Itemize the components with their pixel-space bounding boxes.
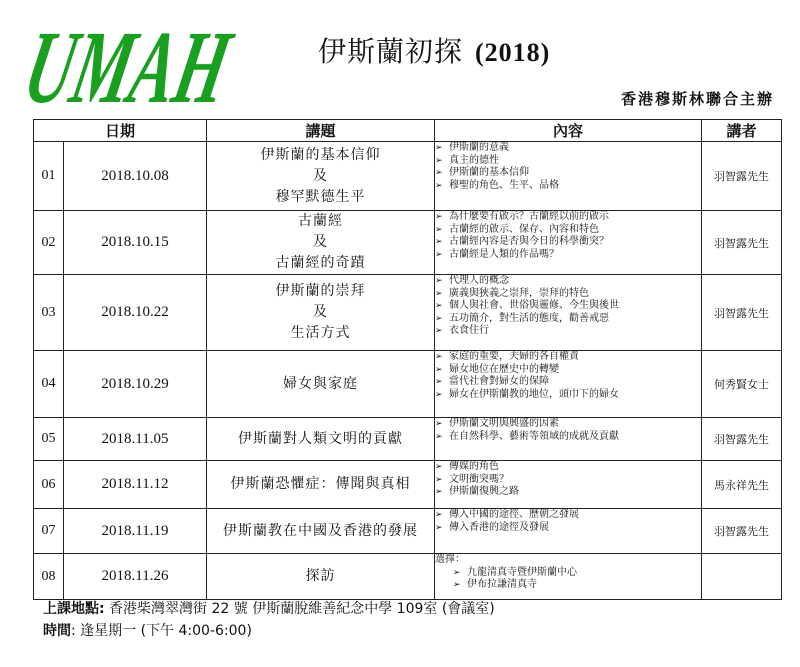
list-item <box>435 567 701 580</box>
list-item <box>435 249 701 262</box>
list-item <box>435 167 701 180</box>
row-number: 06 <box>34 461 64 509</box>
row-topic <box>207 461 435 509</box>
content-text: 古蘭經內容是否與今日的科學衝突？ <box>449 236 610 248</box>
content-list <box>435 509 701 534</box>
row-speaker <box>702 554 782 600</box>
content-text: 伊斯蘭文明與興盛的因素 <box>449 418 560 429</box>
time-line <box>43 620 252 640</box>
content-text: 伊斯蘭的意義 <box>449 142 510 153</box>
arrow-bullet-icon: ➢ <box>453 567 461 578</box>
row-speaker: 何秀賢女士 <box>702 351 782 418</box>
row-content <box>435 461 702 509</box>
logo-text: UMAH <box>15 9 358 125</box>
row-content <box>435 554 702 600</box>
content-text: 在自然科學、藝術等領域的成就及貢獻 <box>449 430 620 442</box>
arrow-bullet-icon: ➢ <box>435 224 443 235</box>
header-row <box>34 120 782 142</box>
arrow-bullet-icon: ➢ <box>435 288 443 299</box>
arrow-bullet-icon: ➢ <box>435 474 443 485</box>
content-text: 伊斯蘭的基本信仰 <box>449 167 530 179</box>
header-date: 日期 <box>34 120 207 142</box>
arrow-bullet-icon: ➢ <box>435 510 443 520</box>
topic-line: 伊斯蘭的基本信仰 <box>260 146 381 163</box>
row-date: 2018.11.26 <box>64 554 207 600</box>
table-row <box>34 351 782 418</box>
list-item <box>435 325 701 338</box>
content-text: 婦女地位在歷史中的轉變 <box>449 363 560 375</box>
row-number: 03 <box>34 275 64 351</box>
topic-line: 伊斯蘭教在中國及香港的發展 <box>223 522 419 539</box>
row-content <box>435 211 702 275</box>
row-topic <box>207 351 435 418</box>
row-date: 2018.10.15 <box>64 211 207 275</box>
content-list <box>435 418 701 443</box>
row-content <box>435 509 702 554</box>
content-text: 穆聖的角色、生平、品格 <box>449 179 560 191</box>
list-item <box>435 155 701 168</box>
location-line <box>43 598 495 618</box>
arrow-bullet-icon: ➢ <box>435 326 443 337</box>
arrow-bullet-icon: ➢ <box>435 237 443 248</box>
list-item <box>435 300 701 313</box>
arrow-bullet-icon: ➢ <box>435 364 443 375</box>
topic-line: 古蘭經 <box>298 213 344 229</box>
row-date: 2018.10.22 <box>64 275 207 351</box>
row-topic <box>207 418 435 461</box>
table-row <box>34 142 782 211</box>
row-topic <box>207 142 435 211</box>
row-topic <box>207 275 435 351</box>
arrow-bullet-icon: ➢ <box>435 180 443 191</box>
arrow-bullet-icon: ➢ <box>435 249 443 260</box>
topic-line: 婦女與家庭 <box>283 375 359 392</box>
list-item <box>435 389 701 402</box>
row-number: 04 <box>34 351 64 418</box>
list-item <box>435 364 701 377</box>
content-text: 衣食住行 <box>449 325 490 337</box>
row-speaker: 羽智露先生 <box>702 418 782 461</box>
topic-line: 古蘭經的奇蹟 <box>275 255 366 271</box>
list-item <box>435 509 701 522</box>
arrow-bullet-icon: ➢ <box>435 487 443 498</box>
row-content <box>435 275 702 351</box>
title-main: 伊斯蘭初探 <box>318 35 464 68</box>
content-text: 個人與社會、世俗與靈修、今生與後世 <box>449 300 620 312</box>
row-number: 02 <box>34 211 64 275</box>
arrow-bullet-icon: ➢ <box>435 377 443 388</box>
list-item <box>435 522 701 535</box>
topic-line: 及 <box>313 234 329 250</box>
content-text: 當代社會對婦女的保障 <box>449 376 550 388</box>
content-list <box>435 211 701 261</box>
arrow-bullet-icon: ➢ <box>435 143 443 153</box>
row-date: 2018.10.29 <box>64 351 207 418</box>
table-row <box>34 275 782 351</box>
content-list <box>435 142 701 192</box>
organizer: 香港穆斯林聯合主辦 <box>620 90 774 108</box>
row-topic <box>207 509 435 554</box>
row-date: 2018.10.08 <box>64 142 207 211</box>
list-item <box>435 142 701 155</box>
row-date: 2018.11.05 <box>64 418 207 461</box>
content-text: 九龍清真寺暨伊斯蘭中心 <box>467 566 578 578</box>
arrow-bullet-icon: ➢ <box>435 212 443 222</box>
list-item <box>435 224 701 237</box>
list-item <box>435 418 701 431</box>
content-list <box>435 351 701 401</box>
arrow-bullet-icon: ➢ <box>435 301 443 312</box>
row-content <box>435 418 702 461</box>
content-text: 古蘭經是人類的作品嗎？ <box>449 248 560 260</box>
content-text: 真主的德性 <box>449 154 500 166</box>
content-text: 婦女在伊斯蘭教的地位，頭巾下的婦女 <box>449 388 620 400</box>
content-text: 伊斯蘭復興之路 <box>449 486 520 498</box>
row-number: 07 <box>34 509 64 554</box>
content-text: 代理人的概念 <box>449 275 510 286</box>
arrow-bullet-icon: ➢ <box>435 431 443 442</box>
list-item <box>435 376 701 389</box>
topic-line: 伊斯蘭的崇拜 <box>275 283 366 299</box>
topic-line: 伊斯蘭對人類文明的貢獻 <box>238 430 404 447</box>
arrow-bullet-icon: ➢ <box>453 580 461 591</box>
content-text: 伊布拉謙清真寺 <box>467 579 538 591</box>
content-text: 傳入香港的途徑及發展 <box>449 521 550 533</box>
arrow-bullet-icon: ➢ <box>435 168 443 179</box>
list-item <box>435 180 701 193</box>
row-number: 01 <box>34 142 64 211</box>
arrow-bullet-icon: ➢ <box>435 419 443 429</box>
row-speaker: 羽智露先生 <box>702 509 782 554</box>
row-topic <box>207 211 435 275</box>
row-number: 08 <box>34 554 64 600</box>
time-label: 時間 <box>43 623 71 639</box>
list-item <box>435 579 701 592</box>
location-value: 香港柴灣翠灣街 22 號 伊斯蘭脫維善紀念中學 109室 (會議室) <box>104 601 495 617</box>
content-text: 家庭的重要，夫婦的各自權責 <box>449 351 580 362</box>
list-item <box>435 288 701 301</box>
content-text: 文明衝突嗎？ <box>449 473 510 485</box>
row-speaker: 馬永祥先生 <box>702 461 782 509</box>
table-row <box>34 211 782 275</box>
row-speaker: 羽智露先生 <box>702 142 782 211</box>
content-text: 為什麼要有啟示？古蘭經以前的啟示 <box>449 211 610 222</box>
topic-line: 及 <box>313 167 329 184</box>
topic-line: 探訪 <box>305 568 336 584</box>
arrow-bullet-icon: ➢ <box>435 352 443 362</box>
table-row <box>34 509 782 554</box>
arrow-bullet-icon: ➢ <box>435 389 443 400</box>
row-number: 05 <box>34 418 64 461</box>
topic-line: 穆罕默德生平 <box>275 188 366 205</box>
content-text: 傳媒的角色 <box>449 461 500 472</box>
list-item <box>435 313 701 326</box>
list-item <box>435 461 701 474</box>
select-label: 選擇： <box>435 554 466 565</box>
content-text: 五功簡介，對生活的態度，勸善戒惡 <box>449 312 610 324</box>
content-text: 廣義與狹義之崇拜，崇拜的特色 <box>449 287 590 299</box>
arrow-bullet-icon: ➢ <box>435 522 443 533</box>
list-item <box>435 351 701 364</box>
schedule-table <box>33 119 782 600</box>
list-item <box>435 275 701 288</box>
list-item <box>435 431 701 444</box>
row-date: 2018.11.12 <box>64 461 207 509</box>
umah-logo <box>15 8 358 125</box>
table-row <box>34 554 782 600</box>
header-content: 內容 <box>435 120 702 142</box>
list-item <box>435 236 701 249</box>
row-topic <box>207 554 435 600</box>
content-list <box>435 567 701 592</box>
topic-line: 及 <box>313 304 329 320</box>
list-item <box>435 211 701 224</box>
content-text: 古蘭經的啟示、保存、內容和特色 <box>449 223 600 235</box>
row-speaker: 羽智露先生 <box>702 211 782 275</box>
header-speaker: 講者 <box>702 120 782 142</box>
page-title <box>318 30 550 70</box>
arrow-bullet-icon: ➢ <box>435 313 443 324</box>
table-row <box>34 461 782 509</box>
row-content <box>435 351 702 418</box>
arrow-bullet-icon: ➢ <box>435 155 443 166</box>
arrow-bullet-icon: ➢ <box>435 462 443 472</box>
content-list <box>435 275 701 338</box>
list-item <box>435 486 701 499</box>
list-item <box>435 474 701 487</box>
topic-line: 伊斯蘭恐懼症：傳聞與真相 <box>230 476 411 492</box>
time-value: : 逢星期一 (下午 4:00-6:00) <box>71 623 252 639</box>
table-row <box>34 418 782 461</box>
topic-line: 生活方式 <box>290 325 351 341</box>
content-text: 傳入中國的途徑、歷朝之發展 <box>449 509 580 520</box>
content-list <box>435 461 701 499</box>
title-year: (2018) <box>475 38 551 67</box>
row-speaker: 羽智露先生 <box>702 275 782 351</box>
location-label: 上課地點: <box>43 601 105 617</box>
row-date: 2018.11.19 <box>64 509 207 554</box>
header-topic: 講題 <box>207 120 435 142</box>
arrow-bullet-icon: ➢ <box>435 276 443 286</box>
row-content <box>435 142 702 211</box>
